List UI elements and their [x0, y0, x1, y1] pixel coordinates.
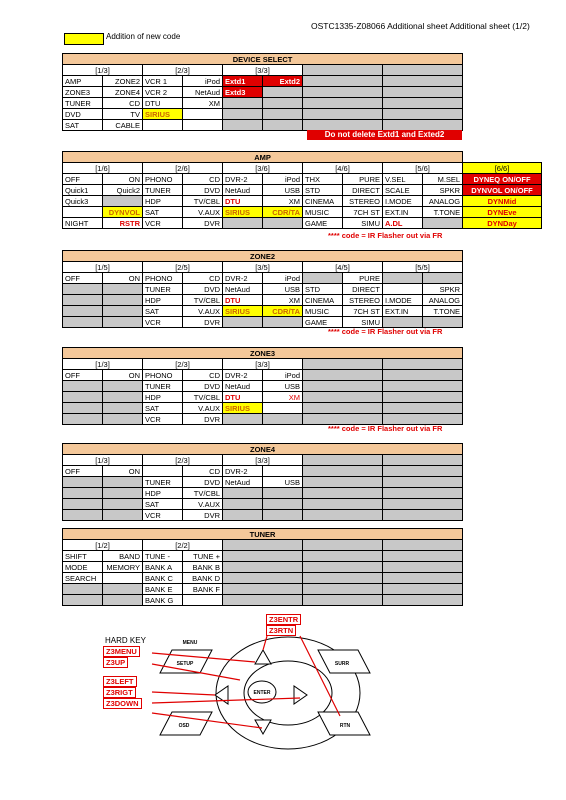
table-cell: PHONO — [143, 273, 183, 284]
table-cell: SEARCH — [63, 573, 103, 584]
table-cell: T.TONE — [423, 207, 463, 218]
table-cell: SAT — [63, 120, 103, 131]
table-cell: TUNER — [143, 284, 183, 295]
page-header: [2/3] — [143, 65, 223, 76]
table-cell: ON — [103, 174, 143, 185]
table-cell: DIRECT — [343, 185, 383, 196]
table-cell: DIRECT — [343, 284, 383, 295]
table-cell: BANK D — [183, 573, 223, 584]
table-cell: DVD — [183, 185, 223, 196]
table-cell: SAT — [143, 207, 183, 218]
up-arrow-icon — [255, 650, 271, 664]
table-cell: DTU — [143, 98, 183, 109]
table-cell: AMP — [63, 76, 103, 87]
table-cell: OFF — [63, 273, 103, 284]
z3left-label: Z3LEFT — [103, 676, 137, 687]
table-cell: TUNER — [143, 381, 183, 392]
z3entr-label: Z3ENTR — [266, 614, 301, 625]
table-cell: MUSIC — [303, 306, 343, 317]
table-cell: DYNVOL ON/OFF — [463, 185, 542, 196]
page-header: [2/3] — [143, 455, 223, 466]
osd-label: OSD — [178, 723, 190, 729]
z3rtn-label: Z3RTN — [266, 625, 296, 636]
zone3-title: ZONE3 — [63, 348, 463, 359]
table-cell: Quick1 — [63, 185, 103, 196]
zone3-table — [62, 347, 463, 425]
table-cell: OFF — [63, 174, 103, 185]
page-header: [2/5] — [143, 262, 223, 273]
zone2-table — [62, 250, 463, 328]
table-cell: DTU — [223, 392, 263, 403]
page-header: [1/3] — [63, 65, 143, 76]
table-cell: CD — [183, 273, 223, 284]
table-cell: XM — [263, 392, 303, 403]
menu-label: MENU — [182, 640, 198, 646]
table-cell: 7CH ST — [343, 207, 383, 218]
setup-label: SETUP — [176, 661, 194, 667]
legend-swatch — [64, 33, 104, 45]
table-cell: TUNER — [143, 185, 183, 196]
ir-flasher-note: **** code = IR Flasher out via FR — [328, 231, 443, 240]
table-cell: NetAud — [223, 185, 263, 196]
table-cell: iPod — [183, 76, 223, 87]
document-id: OSTC1335-Z08066 Additional sheet Additional sheet (1/2) — [311, 21, 530, 31]
table-cell: BANK C — [143, 573, 183, 584]
table-cell: BAND — [103, 551, 143, 562]
surr-label: SURR — [334, 661, 350, 667]
table-cell: TUNE - — [143, 551, 183, 562]
page-header: [3/3] — [223, 455, 303, 466]
amp-title: AMP — [63, 152, 463, 163]
page-header: [3/5] — [223, 262, 303, 273]
page-header: [1/5] — [63, 262, 143, 273]
table-cell: ZONE2 — [103, 76, 143, 87]
table-cell: DTU — [223, 196, 263, 207]
table-cell: DVR-2 — [223, 273, 263, 284]
table-cell: CD — [183, 370, 223, 381]
tuner-table — [62, 528, 463, 606]
table-cell: STEREO — [343, 196, 383, 207]
table-cell: SIMU — [343, 317, 383, 328]
table-cell: VCR 1 — [143, 76, 183, 87]
page-header: [1/3] — [63, 455, 143, 466]
table-cell: DVD — [183, 477, 223, 488]
table-cell: OFF — [63, 466, 103, 477]
table-cell: USB — [263, 185, 303, 196]
amp-table — [62, 151, 463, 229]
table-cell: V.AUX — [183, 306, 223, 317]
table-cell: VCR 2 — [143, 87, 183, 98]
table-cell: TV/CBL — [183, 196, 223, 207]
legend-text: Addition of new code — [106, 32, 181, 41]
page-header: [1/3] — [63, 359, 143, 370]
table-cell: Extd3 — [223, 87, 263, 98]
page-header: [4/5] — [303, 262, 383, 273]
table-cell: OFF — [63, 370, 103, 381]
table-cell: T.TONE — [423, 306, 463, 317]
table-cell: USB — [263, 381, 303, 392]
table-cell: MODE — [63, 562, 103, 573]
table-cell: ANALOG — [423, 295, 463, 306]
table-cell: NetAud — [223, 284, 263, 295]
table-cell: DYNDay — [463, 218, 542, 229]
ir-flasher-note: **** code = IR Flasher out via FR — [328, 327, 443, 336]
table-cell: BANK G — [143, 595, 183, 606]
table-cell: SAT — [143, 499, 183, 510]
table-cell: DVR — [183, 317, 223, 328]
enter-label: ENTER — [253, 690, 271, 696]
table-cell: DVD — [63, 109, 103, 120]
table-cell: TV/CBL — [183, 392, 223, 403]
table-cell: SIRIUS — [223, 403, 263, 414]
page-header: [5/5] — [383, 262, 463, 273]
table-cell: CDR/TA — [263, 306, 303, 317]
table-cell: DVR — [183, 414, 223, 425]
table-cell: GAME — [303, 317, 343, 328]
table-cell: USB — [263, 477, 303, 488]
table-cell: iPod — [263, 370, 303, 381]
table-cell: STD — [303, 185, 343, 196]
table-cell: ZONE3 — [63, 87, 103, 98]
table-cell: XM — [183, 98, 223, 109]
table-cell: DYNEQ ON/OFF — [463, 174, 542, 185]
table-cell: CINEMA — [303, 295, 343, 306]
table-cell: SIRIUS — [143, 109, 183, 120]
table-cell: TV — [103, 109, 143, 120]
page-header: [1/6] — [63, 163, 143, 174]
table-cell: I.MODE — [383, 196, 423, 207]
table-cell: VCR — [143, 510, 183, 521]
table-cell: iPod — [263, 174, 303, 185]
table-cell: MUSIC — [303, 207, 343, 218]
table-cell: STEREO — [343, 295, 383, 306]
table-cell: ON — [103, 466, 143, 477]
hard-key-label: HARD KEY — [105, 636, 146, 645]
amp-page6-column — [462, 162, 542, 229]
table-cell: V.AUX — [183, 499, 223, 510]
table-cell: SHIFT — [63, 551, 103, 562]
table-cell: NetAud — [223, 381, 263, 392]
table-cell: CINEMA — [303, 196, 343, 207]
table-cell: TV/CBL — [183, 488, 223, 499]
table-cell: CDR/TA — [263, 207, 303, 218]
page-header: [3/6] — [223, 163, 303, 174]
page-header: [3/3] — [223, 65, 303, 76]
table-cell: XM — [263, 295, 303, 306]
tuner-title: TUNER — [63, 529, 463, 540]
table-cell: ANALOG — [423, 196, 463, 207]
table-cell: HDP — [143, 488, 183, 499]
table-cell: USB — [263, 284, 303, 295]
table-cell: iPod — [263, 273, 303, 284]
zone2-title: ZONE2 — [63, 251, 463, 262]
table-cell: THX — [303, 174, 343, 185]
table-cell: RSTR — [103, 218, 143, 229]
table-cell: DYNVOL — [103, 207, 143, 218]
table-cell: XM — [263, 196, 303, 207]
table-cell: DVR-2 — [223, 174, 263, 185]
table-cell: HDP — [143, 196, 183, 207]
table-cell: SCALE — [383, 185, 423, 196]
table-cell: ON — [103, 370, 143, 381]
table-cell: CD — [183, 466, 223, 477]
table-cell: HDP — [143, 295, 183, 306]
table-cell: NIGHT — [63, 218, 103, 229]
table-cell: GAME — [303, 218, 343, 229]
z3menu-label: Z3MENU — [103, 646, 140, 657]
page-header: [5/6] — [383, 163, 463, 174]
table-cell: HDP — [143, 392, 183, 403]
table-cell: M.SEL — [423, 174, 463, 185]
table-cell: Extd2 — [263, 76, 303, 87]
table-cell: DVR-2 — [223, 370, 263, 381]
table-cell: BANK A — [143, 562, 183, 573]
table-cell: PURE — [343, 174, 383, 185]
table-cell: NetAud — [183, 87, 223, 98]
table-cell: VCR — [143, 414, 183, 425]
rtn-label: RTN — [339, 723, 351, 729]
table-cell: PHONO — [143, 174, 183, 185]
table-cell: ON — [103, 273, 143, 284]
table-cell: TV/CBL — [183, 295, 223, 306]
page-header: [2/2] — [143, 540, 223, 551]
page-header: [2/6] — [143, 163, 223, 174]
table-cell: SIRIUS — [223, 306, 263, 317]
table-cell: 7CH ST — [343, 306, 383, 317]
table-cell: NetAud — [223, 477, 263, 488]
table-cell: BANK B — [183, 562, 223, 573]
table-cell: VCR — [143, 317, 183, 328]
table-cell: Quick3 — [63, 196, 103, 207]
ir-flasher-note: **** code = IR Flasher out via FR — [328, 424, 443, 433]
table-cell: SPKR — [423, 284, 463, 295]
page-header: [4/6] — [303, 163, 383, 174]
table-cell: A.DL — [383, 218, 423, 229]
table-cell: VCR — [143, 218, 183, 229]
table-cell: Quick2 — [103, 185, 143, 196]
z3up-label: Z3UP — [103, 657, 128, 668]
z3rigt-label: Z3RIGT — [103, 687, 136, 698]
table-cell: DVD — [183, 284, 223, 295]
table-cell: V.SEL — [383, 174, 423, 185]
table-cell: SIRIUS — [223, 207, 263, 218]
table-cell: DVR — [183, 510, 223, 521]
table-cell: DVR — [183, 218, 223, 229]
device-select-title: DEVICE SELECT — [63, 54, 463, 65]
table-cell: CD — [103, 98, 143, 109]
z3down-label: Z3DOWN — [103, 698, 142, 709]
right-arrow-icon — [294, 686, 307, 704]
table-cell: DTU — [223, 295, 263, 306]
table-cell: CABLE — [103, 120, 143, 131]
table-cell: PHONO — [143, 370, 183, 381]
table-cell: SPKR — [423, 185, 463, 196]
warning-banner: Do not delete Extd1 and Exted2 — [307, 130, 462, 140]
table-cell: V.AUX — [183, 207, 223, 218]
table-cell: STD — [303, 284, 343, 295]
table-cell: BANK F — [183, 584, 223, 595]
table-cell: DYNMid — [463, 196, 542, 207]
device-select-table — [62, 53, 463, 131]
table-cell: BANK E — [143, 584, 183, 595]
table-cell: EXT.IN — [383, 306, 423, 317]
table-cell: MEMORY — [103, 562, 143, 573]
table-cell: SAT — [143, 306, 183, 317]
table-cell: Extd1 — [223, 76, 263, 87]
table-cell: TUNER — [143, 477, 183, 488]
table-cell: TUNE + — [183, 551, 223, 562]
table-cell: DVD — [183, 381, 223, 392]
table-cell: PURE — [343, 273, 383, 284]
page-header: [6/6] — [463, 163, 542, 174]
page-header: [3/3] — [223, 359, 303, 370]
zone4-title: ZONE4 — [63, 444, 463, 455]
table-cell: V.AUX — [183, 403, 223, 414]
table-cell: ZONE4 — [103, 87, 143, 98]
table-cell: DVR-2 — [223, 466, 263, 477]
table-cell: EXT.IN — [383, 207, 423, 218]
page-header: [1/2] — [63, 540, 143, 551]
table-cell: SIMU — [343, 218, 383, 229]
table-cell: SAT — [143, 403, 183, 414]
zone4-table — [62, 443, 463, 521]
page-header: [2/3] — [143, 359, 223, 370]
table-cell: DYNEve — [463, 207, 542, 218]
table-cell: TUNER — [63, 98, 103, 109]
table-cell: I.MODE — [383, 295, 423, 306]
table-cell: CD — [183, 174, 223, 185]
